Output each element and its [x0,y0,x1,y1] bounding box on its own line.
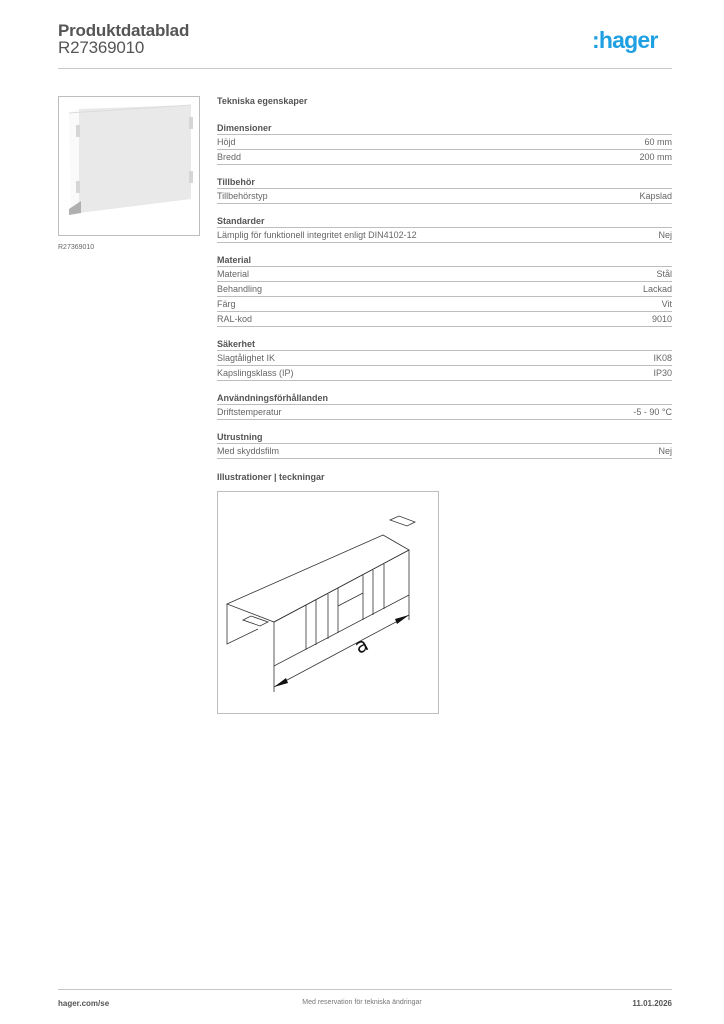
spec-value: -5 - 90 °C [633,407,672,417]
spec-row [217,150,672,165]
spec-label: Material [217,269,250,279]
document-date: 11.01.2026 [632,999,672,1008]
spec-value: Lackad [642,284,672,294]
section-operating-conditions [217,391,672,420]
section-safety [217,337,672,381]
header-divider [58,68,672,69]
section-title: Standarder [217,214,672,228]
spec-label: Lämplig för funktionell integritet enligt DIN4102-12 [217,230,417,240]
spec-value: Nej [658,230,672,240]
spec-row [217,135,672,150]
spec-value: Nej [658,446,672,456]
spec-value: Stål [656,269,672,279]
spec-label: Behandling [217,284,263,294]
spec-value: 9010 [651,314,672,324]
spec-row [217,282,672,297]
spec-row [217,366,672,381]
product-image-caption: R27369010 [58,244,95,251]
spec-label: Bredd [217,152,242,162]
cover-plate-drawing-icon [218,492,438,713]
section-title: Utrustning [217,430,672,444]
spec-value: 200 mm [639,152,672,162]
spec-value: IK08 [653,353,672,363]
cover-plate-photo-icon [59,97,199,235]
spec-row [217,267,672,282]
spec-label: Tillbehörstyp [217,191,268,201]
spec-row [217,189,672,204]
section-title: Dimensioner [217,121,672,135]
spec-label: Kapslingsklass (IP) [217,368,294,378]
spec-label: Slagtålighet IK [217,353,276,363]
section-equipment [217,430,672,459]
technical-specs [217,95,672,469]
spec-value: 60 mm [644,137,672,147]
spec-value: Vit [661,299,672,309]
spec-row [217,444,672,459]
page-title: Produktdatablad [58,21,190,40]
spec-label: Höjd [217,137,236,147]
spec-label: Färg [217,299,236,309]
section-material [217,253,672,327]
illustrations-title: Illustrationer | teckningar [217,472,325,482]
section-accessories [217,175,672,204]
spec-label: Driftstemperatur [217,407,282,417]
disclaimer: Med reservation för tekniska ändringar [302,999,422,1006]
section-title: Säkerhet [217,337,672,351]
technical-drawing [217,491,439,714]
section-title: Material [217,253,672,267]
section-dimensions [217,121,672,165]
spec-value: Kapslad [639,191,672,201]
spec-value: IP30 [653,368,672,378]
spec-label: Med skyddsfilm [217,446,280,456]
section-title: Användningsförhållanden [217,391,672,405]
hager-logo: :hager [592,27,658,53]
specs-title: Tekniska egenskaper [217,96,308,106]
section-title: Tillbehör [217,175,672,189]
footer-divider [58,989,672,990]
spec-row [217,351,672,366]
section-standards [217,214,672,243]
spec-row [217,405,672,420]
product-code: R27369010 [58,38,145,57]
spec-label: RAL-kod [217,314,253,324]
spec-row [217,297,672,312]
spec-row [217,312,672,327]
dimension-label: a [350,631,373,659]
spec-row [217,228,672,243]
website-link[interactable]: hager.com/se [58,999,110,1008]
product-image [58,96,200,236]
